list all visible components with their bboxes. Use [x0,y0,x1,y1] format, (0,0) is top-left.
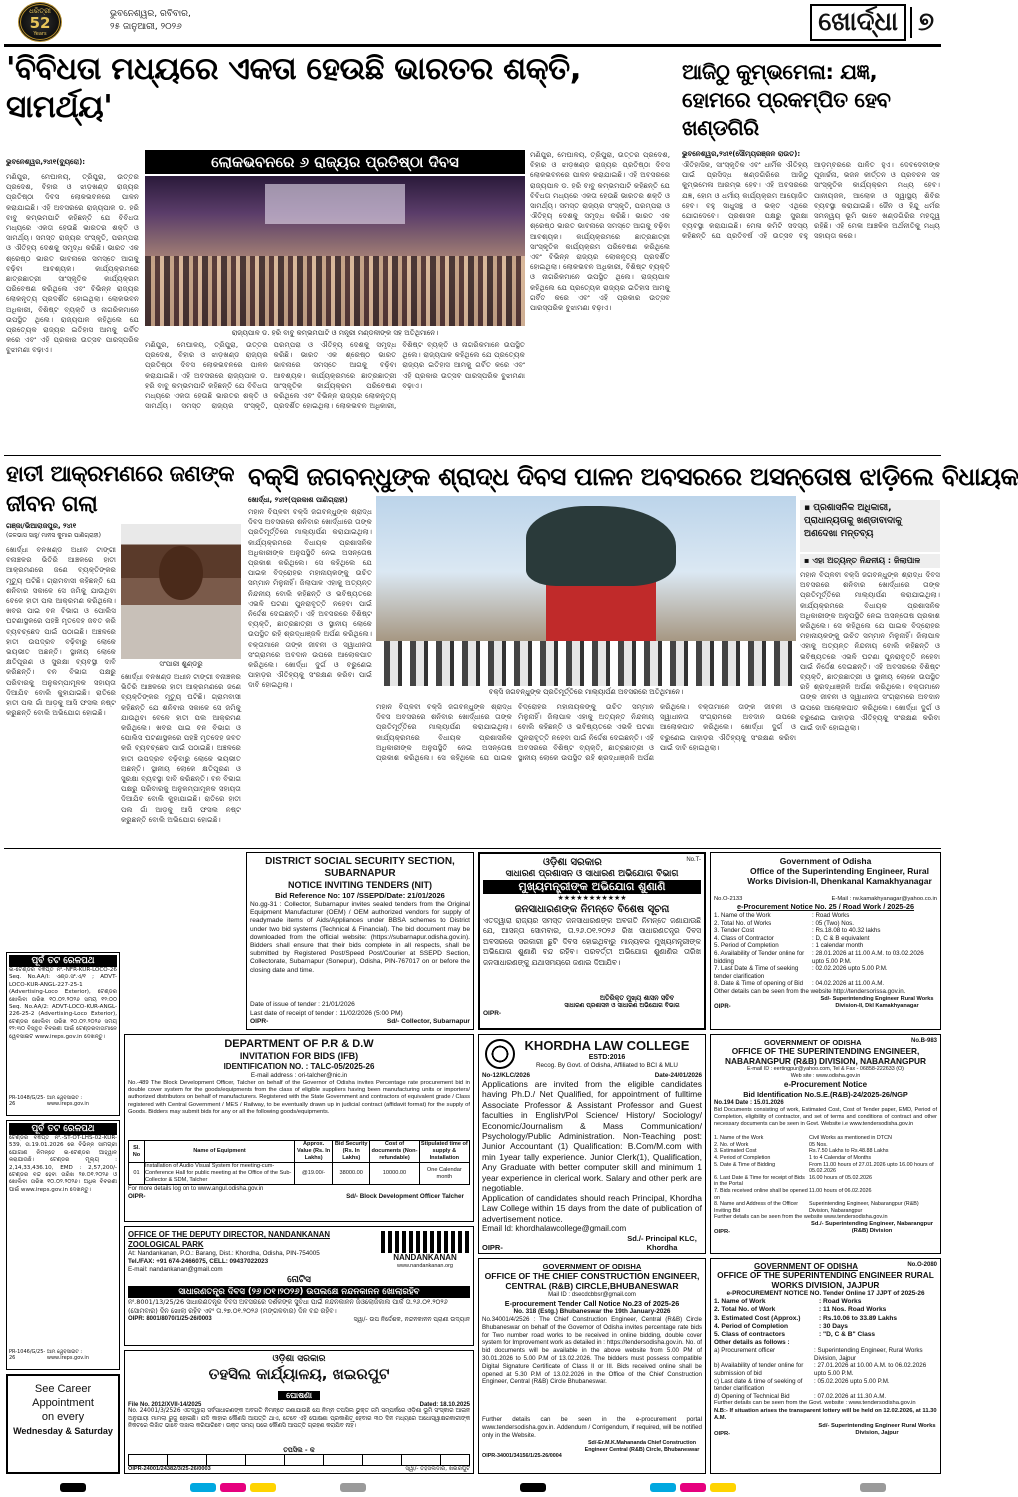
tahasil-schedule: ତପସିଲ - କ [283,1446,315,1454]
horse-statue [526,506,676,586]
logo-name: ଧରିତ୍ରୀ [29,7,51,15]
masthead-date: ୨୫ ଜାନୁଆରୀ, ୨୦୨୬ [110,22,182,32]
table-row [129,1163,470,1185]
prdw-td: 38000.00 [333,1163,370,1185]
item-value: 16.00 hours of 05.02.2026 [809,1174,872,1181]
career-box [6,1374,120,1474]
tahasil-oipr: OIPR-24001/24382/3/25-26/0003 [128,1466,211,1472]
bakshi-bullet-2-text: ଏହା ଅତ୍ୟନ୍ତ ନିନ୍ଦନୀୟ : ଜିଲାପାଳ [812,556,921,565]
item-label: 7. Bids received online shall be opened on [714,1187,808,1201]
railway2-title: ପୂର୍ବ ତଟ ରେଳପଥ [9,1123,117,1135]
item-label: 2. Total No. of Works [714,919,772,927]
grievance-stars: ★★★★★★★★★★★ [557,894,627,902]
jaj-no: No.O-2080 [907,1262,937,1268]
ad-bbsr [478,1258,706,1474]
elephant-headline: ହାତୀ ଆକ୍ରମଣରେ ଜଣଙ୍କ ଜୀବନ ଗଲା [6,462,234,517]
dsss-sign: Sd/- Collector, Subarnapur [386,1018,470,1025]
career-line3: on every [41,1411,85,1423]
item-label: 1. Name of Work [714,1298,766,1306]
jaj-oipr: OIPR- [714,1430,731,1437]
item-label: 4. Class of Contractor [714,934,774,942]
nab-footer: Further details can be seen from the website www.tendersodisha.gov.in [714,1214,888,1221]
jaj-footer: Further details can be seen from the Govt. website : www.tendersodisha.gov.in [714,1400,916,1407]
college-no: No-12/KLC/2026 [482,1072,530,1079]
tahasil-notice: ଘୋଷଣା [278,1391,320,1400]
item-value: : Road Works [812,912,850,919]
dsss-title: DISTRICT SOCIAL SECURITY SECTION, SUBARNAPUR [265,856,455,879]
ad-zoo [124,1226,474,1346]
portrait-head [159,546,203,600]
elephant-body-col2: ଖୋର୍ଦ୍ଧା ବନଖଣ୍ଡ ଅଧୀନ ଟାଙ୍ଗୀ ବନାଞ୍ଚଳର ଭିତିରି ଆଞ୍ଚଳରେ ହାତୀ ଆକ୍ରମଣରେ ଜଣେ ବ୍ୟକ୍ତିଙ୍କର ମୃତ୍ୟୁ ଘଟିଛି। ଗ୍ରାମବାସୀ କହିଛନ୍ତି ଯେ ଶନିବାର ସକାଳେ ସେ ଜମିକୁ ଯାଉଥିବା ବେଳେ ହାତୀ ପଲ ଆକ୍ରମଣ କରିଥିଲେ। ଖବର ପାଇ ବନ ବିଭାଗ ଓ ପୋଲିସ ଘଟଣାସ୍ଥଳରେ ପହଞ୍ଚି ମୃତଦେହ ଜବତ କରି ବ୍ୟବଚ୍ଛେଦ ପାଇଁ ପଠାଇଛି। ଅଞ୍ଚଳରେ ହାତୀ ଉପଦ୍ରବ ବଢ଼ିବାରୁ ଲୋକେ ଭୟଭୀତ ଅଛନ୍ତି। ସ୍ଥାନୀୟ ଲୋକେ କ୍ଷତିପୂରଣ ଓ ସୁରକ୍ଷା ବ୍ୟବସ୍ଥା ଦାବି କରିଛନ୍ତି। ବନ ବିଭାଗ ପକ୍ଷରୁ ପରିବାରକୁ ଅନୁକମ୍ପାମୂଳକ ସହାୟତା ଦିଆଯିବ ବୋଲି କୁହାଯାଇଛି। ରାତିରେ ହାତୀ ପଲ ଗାଁ ଆଡ଼କୁ ଆସି ଫସଲ ନଷ୍ଟ କରୁଛନ୍ତି ବୋଲି ଅଭିଯୋଗ ହୋଇଛି। [121,672,241,824]
ad-tahasil [124,1350,474,1474]
railway2-no: PR-1046/G/25-26 [9,1349,46,1361]
item-value: 05 Nos. [809,1141,828,1148]
college-email: Email Id: khordhalawcollege@gmail.com [482,1224,627,1233]
prdw-subtitle: INVITATION FOR BIDS (IFB) [239,1051,359,1061]
item-value: : 07.02.2026 at 11.30 A.M. [814,1392,887,1400]
prdw-website: For more details log on to www.angul.odisha.gov.in [128,1186,264,1192]
swatch-cyan-2 [650,1483,676,1492]
list-item [714,1378,937,1393]
list-item [714,912,937,920]
kumbha-headline: ଆଜିଠୁ କୁମ୍ଭମେଳା: ଯଜ୍ଞ, ହୋମରେ ପ୍ରକମ୍ପିତ ହେବ ଖଣ୍ଡଗିରି [682,60,891,140]
prdw-title: DEPARTMENT OF P.R & D.W [224,1038,374,1050]
item-label: 2. Total No. of Work [714,1306,776,1314]
prdw-table-header [129,1141,470,1163]
list-item [714,935,937,943]
item-value: Rs.7.50 Lakhs to Rs.48.88 Lakhs [809,1148,889,1155]
college-oipr: OIPR- [482,1243,503,1252]
item-label: 3. Tender Cost [714,927,755,935]
nab-oipr: OIPR- [714,1229,731,1236]
railway1-no: PR-1048/G/25-26 [9,1095,46,1107]
item-label: 5. Period of Completion [714,942,779,950]
jaj-govt: GOVERNMENT OF ODISHA [754,1262,859,1271]
ad-railway-2 [6,1120,120,1370]
ad-jajpur [710,1258,941,1474]
college-title: KHORDHA LAW COLLEGE [524,1038,690,1053]
grievance-title: ମୁଖ୍ୟମନ୍ତ୍ରୀଙ୍କ ଅଭିଯୋଗ ଶୁଣାଣି [483,880,701,894]
bakshi-bullet-2 [800,554,940,568]
swatch-yellow-2 [710,1483,736,1492]
item-value: : "D, C & B" Class [819,1331,876,1338]
list-item [714,1135,937,1142]
bbsr-body: No.34001/4/2526 : The Chief Construction Engineer, Central (R&B) Circle Bhubaneswar on behalf of the Governor of Odisha invites percentage rate bids for Two number road works to be received in online bidding, double cover system for Improvement work as detailed in : https://tendersodisha.gov.in. No. of bid documents will be available in the above website from 5.00 PM of 30.01.2026 to 5.00 P.M of 13.02.2026. The bidders must possess compatible Digital Signature Certificate of Class II or III. Bids received online shall be opened at 5.30 P.M of 13.02.2026 in the Office of the Chief Construction Engineer, Central (R&B) Circle Bhubaneswar. [482,1316,702,1386]
jaj-title: OFFICE OF THE SUPERINTENDING ENGINEER RURAL WORKS DIVISION, JAJPUR [717,1270,934,1290]
career-line2: Appointment [32,1397,94,1409]
item-value: : 05 (Two) Nos. [812,919,854,927]
bakshi-body-col3: ମହାନ ବିପ୍ଳବୀ ବକ୍ସି ଜଗବନ୍ଧୁଙ୍କ ଶ୍ରାଦ୍ଧ ଦିବସ ଅବସରରେ ଶନିବାର ଖୋର୍ଦ୍ଧାରେ ତାଙ୍କ ପ୍ରତିମୂର୍ତ୍ତିରେ ମାଲ୍ୟାର୍ପଣ କରାଯାଇଥିଲା। କାର୍ଯ୍ୟକ୍ରମରେ ବିଧାୟକ ପ୍ରଶାସନିକ ଅଧିକାରୀଙ୍କ ଅନୁପସ୍ଥିତି ନେଇ ଅସନ୍ତୋଷ ପ୍ରକାଶ କରିଥିଲେ। ସେ କହିଥିଲେ ଯେ ପାଇକ ବିଦ୍ରୋହର ମହାନାୟକଙ୍କୁ ଉଚିତ ସମ୍ମାନ ମିଳୁନାହିଁ। ଜିଲାପାଳ ଏହାକୁ ଅତ୍ୟନ୍ତ ନିନ୍ଦନୀୟ ବୋଲି କହିଛନ୍ତି ଓ ଭବିଷ୍ୟତରେ ଏଭଳି ଘଟଣା ପୁନରାବୃତ୍ତି ନହେବା ପାଇଁ ନିର୍ଦ୍ଦେଶ ଦେଇଛନ୍ତି। ଏହି ଅବସରରେ ବିଶିଷ୍ଟ ବ୍ୟକ୍ତି, ଛାତ୍ରଛାତ୍ରୀ ଓ ସ୍ଥାନୀୟ ଲୋକେ ଉପସ୍ଥିତ ରହି ଶ୍ରଦ୍ଧାଞ୍ଜଳି ଅର୍ପଣ କରିଥିଲେ। ବକ୍ତାମାନେ ତାଙ୍କ ଜୀବନୀ ଓ ସ୍ୱାଧୀନତା ସଂଗ୍ରାମରେ ଅବଦାନ ଉପରେ ଆଲୋକପାତ କରିଥିଲେ। ଖୋର୍ଦ୍ଧା ଦୁର୍ଗ ଓ ବରୁଣେଇ ପାହାଡ଼ର ଐତିହ୍ୟକୁ ସଂରକ୍ଷଣ କରିବା ପାଇଁ ଦାବି ହୋଇଥିଲା। [800,570,940,733]
college-sign: Sd./- Principal KLC, Khordha [627,1234,697,1252]
item-value: : Rs.10.06 to 33.89 Lakhs [819,1314,898,1322]
list-item [714,980,937,988]
masthead-rule [4,44,941,47]
jaj-notice: e-PROCUREMENT NOTICE NO. Tender Online 17 JJPT of 2025-26 [726,1290,925,1298]
swatch-black-2 [520,1483,546,1492]
zoo-logo [381,1231,469,1271]
lead-body-col1: ମଣିପୁର, ମେଘାଳୟ, ତ୍ରିପୁରା, ଉତ୍ତର ପ୍ରଦେଶ, ବିହାର ଓ ଝାଡ଼ଖଣ୍ଡ ରାଜ୍ୟର ପ୍ରତିଷ୍ଠା ଦିବସ ଲୋକଭବନରେ ପାଳନ କରାଯାଇଛି। ଏହି ଅବସରରେ ରାଜ୍ୟପାଳ ଡ. ହରି ବାବୁ କମ୍ଭମପାଟି କହିଛନ୍ତି ଯେ ବିବିଧତା ମଧ୍ୟରେ ଏକତା ହେଉଛି ଭାରତର ଶକ୍ତି ଓ ସାମର୍ଥ୍ୟ। ସମସ୍ତ ରାଜ୍ୟର ସଂସ୍କୃତି, ପରମ୍ପରା ଓ ଐତିହ୍ୟ ଦେଶକୁ ସମୃଦ୍ଧ କରିଛି। ଭାରତ ଏକ ଶ୍ରେଷ୍ଠ ଭାରତ ଭାବନାରେ ସମସ୍ତେ ଆଗକୁ ବଢ଼ିବା ଆବଶ୍ୟକ। କାର୍ଯ୍ୟକ୍ରମରେ ଛାତ୍ରଛାତ୍ରୀ ସାଂସ୍କୃତିକ କାର୍ଯ୍ୟକ୍ରମ ପରିବେଷଣ କରିଥିଲେ ଏବଂ ବିଭିନ୍ନ ରାଜ୍ୟର ଲୋକନୃତ୍ୟ ପ୍ରଦର୍ଶିତ ହୋଇଥିଲା। ଲୋକଭବନ ଅଧିକାରୀ, ବିଶିଷ୍ଟ ବ୍ୟକ୍ତି ଓ ନାଗରିକମାନେ ଉପସ୍ଥିତ ଥିଲେ। ରାଜ୍ୟପାଳ କହିଥିଲେ ଯେ ପ୍ରତ୍ୟେକ ରାଜ୍ୟର ଇତିହାସ ଆମକୁ ଗର୍ବିତ କରେ ଏବଂ ଏହି ପ୍ରକାର ଉତ୍ସବ ପାରସ୍ପରିକ ବୁଝାମଣା ବଢ଼ାଏ। [6,172,139,355]
career-line1: See Career [34,1383,92,1395]
rwd-email: E-Mail : rw.kamakhyanagar@yahoo.co.in [831,896,937,902]
nab-date: No.194 Date : 15.01.2026 [714,1100,784,1107]
railway1-web: ଆମ ୱେବସାଇଟ : www.ireps.gov.in [46,1095,89,1107]
tahasil-table-shape [128,1454,470,1466]
dsss-oipr: OIPR- [250,1018,269,1025]
prdw-th: Stipulated time of supply & Installation [420,1141,468,1161]
item-value: 1 to 4 Calendar of Months [809,1154,872,1161]
swatch-grey-2 [860,1483,886,1492]
dsss-body: No.gg-31 : Collector, Subarnapur invites sealed tenders from the Original Equipment Manufacturer (OEM) / OEM authorized vendors for supply of readymade items of Aids/Appliances under BBSA schemes to District under two bid systems (Technical & Financial). The bid document may be downloaded from the official website: (https://subarnapur.odisha.gov.in). Bidders shall ensure that their bids complete in all respects, shall be submitted by Registered Post/Speed Post/Courier at SSEPD Section, Collectorate, Subarnapur (Sonepur), Odisha, PIN-767017 on or before the closing date and time. [250,901,470,974]
item-label: 6. Availability of Tender online for bidding [714,949,805,965]
item-value: : 02.02.2026 upto 5.00 P.M. [812,965,888,973]
rwd-oipr: OIPR- [714,1003,731,1010]
lead-body-col3: ମଣିପୁର, ମେଘାଳୟ, ତ୍ରିପୁରା, ଉତ୍ତର ପ୍ରଦେଶ, ବିହାର ଓ ଝାଡ଼ଖଣ୍ଡ ରାଜ୍ୟର ପ୍ରତିଷ୍ଠା ଦିବସ ଲୋକଭବନରେ ପାଳନ କରାଯାଇଛି। ଏହି ଅବସରରେ ରାଜ୍ୟପାଳ ଡ. ହରି ବାବୁ କମ୍ଭମପାଟି କହିଛନ୍ତି ଯେ ବିବିଧତା ମଧ୍ୟରେ ଏକତା ହେଉଛି ଭାରତର ଶକ୍ତି ଓ ସାମର୍ଥ୍ୟ। ସମସ୍ତ ରାଜ୍ୟର ସଂସ୍କୃତି, ପରମ୍ପରା ଓ ଐତିହ୍ୟ ଦେଶକୁ ସମୃଦ୍ଧ କରିଛି। ଭାରତ ଏକ ଶ୍ରେଷ୍ଠ ଭାରତ ଭାବନାରେ ସମସ୍ତେ ଆଗକୁ ବଢ଼ିବା ଆବଶ୍ୟକ। କାର୍ଯ୍ୟକ୍ରମରେ ଛାତ୍ରଛାତ୍ରୀ ସାଂସ୍କୃତିକ କାର୍ଯ୍ୟକ୍ରମ ପରିବେଷଣ କରିଥିଲେ ଏବଂ ବିଭିନ୍ନ ରାଜ୍ୟର ଲୋକନୃତ୍ୟ ପ୍ରଦର୍ଶିତ ହୋଇଥିଲା। ଲୋକଭବନ ଅଧିକାରୀ, ବିଶିଷ୍ଟ ବ୍ୟକ୍ତି ଓ ନାଗରିକମାନେ ଉପସ୍ଥିତ ଥିଲେ। ରାଜ୍ୟପାଳ କହିଥିଲେ ଯେ ପ୍ରତ୍ୟେକ ରାଜ୍ୟର ଇତିହାସ ଆମକୁ ଗର୍ବିତ କରେ ଏବଂ ଏହି ପ୍ରକାର ଉତ୍ସବ ପାରସ୍ପରିକ ବୁଝାମଣା ବଢ଼ାଏ। [530,150,670,313]
elephant-photo-caption: ସଂପାରୀ ଶୁଣ୍ଡରୁ [159,660,203,668]
row-rule-2 [4,848,941,849]
masthead-logo [8,2,72,42]
prdw-oipr: OIPR- [128,1193,146,1200]
grievance-sign1: ଅତିରିକ୍ତ ମୁଖ୍ୟ ଶାସନ ସଚିବ [599,994,675,1002]
kumbha-body: ଐତିହାସିକ, ସାଂସ୍କୃତିକ ଏବଂ ଧାର୍ମିକ ଐତିହ୍ୟ ପାଇଁ ପ୍ରସିଦ୍ଧ ଖଣ୍ଡଗିରିରେ ଆଜିଠୁ କୁମ୍ଭମେଳା ଆରମ୍ଭ ହେବ। ଏହି ଅବସରରେ ଯଜ୍ଞ, ହୋମ ଓ ଧର୍ମୀୟ କାର୍ଯ୍ୟକ୍ରମ ଆୟୋଜିତ ହେବ। ବହୁ ସାଧୁସନ୍ଥ ଓ ଭକ୍ତ ଏଥିରେ ଯୋଗଦେବେ। ପ୍ରଶାସନ ପକ୍ଷରୁ ସୁରକ୍ଷା ବ୍ୟବସ୍ଥା କରାଯାଇଛି। ମେଳା କମିଟି ସଦସ୍ୟ କହିଛନ୍ତି ଯେ ପ୍ରତିବର୍ଷ ଏହି ଉତ୍ସବ ବହୁ ଆଡ଼ମ୍ବରରେ ପାଳିତ ହୁଏ। ଦେବଦେବୀଙ୍କ ପୂଜାର୍ଚ୍ଚନା, ଭଜନ କୀର୍ତ୍ତନ ଓ ପ୍ରବଚନ ସହ ସାଂସ୍କୃତିକ କାର୍ଯ୍ୟକ୍ରମ ମଧ୍ୟ ହେବ। ପାନୀୟଜଳ, ଆଲୋକ ଓ ସ୍ୱାସ୍ଥ୍ୟ ଶିବିର ବ୍ୟବସ୍ଥା କରାଯାଇଛି। ଜୈନ ଓ ହିନ୍ଦୁ ଧର୍ମର ସମନ୍ୱୟ ଭୂମି ଭାବେ ଖଣ୍ଡଗିରିର ମହତ୍ତ୍ୱ ରହିଛି। ଏହି ମେଳା ଆଞ୍ଚଳିକ ଅର୍ଥନୀତିକୁ ମଧ୍ୟ ସହାୟତା କରେ। [682,160,940,241]
list-item [714,1331,937,1339]
item-value: 11.00 hours of 06.02.2026 [809,1187,872,1194]
grievance-body: ଏତଦ୍ୱାରା ରାଜ୍ୟର ସମସ୍ତ ଜନସାଧାରଣଙ୍କ ଅବଗତି ନିମନ୍ତେ ଜଣାଯାଉଛି ଯେ, ଆସନ୍ତା ସୋମବାର, ତା.୨୬.୦୧.୨୦୨୬ ରିଖ ସାଧାରଣତନ୍ତ୍ର ଦିବସ ଅବସରରେ ସରକାରୀ ଛୁଟି ଦିବସ ହୋଇଥିବାରୁ ମାନ୍ୟବର ମୁଖ୍ୟମନ୍ତ୍ରୀଙ୍କ ଅଭିଯୋଗ ଶୁଣାଣି ବନ୍ଦ ରହିବ। ପରବର୍ତ୍ତୀ ଅଭିଯୋଗ ଶୁଣାଣିର ତାରିଖ ଜନସାଧାରଣଙ୍କୁ ଯଥାସମୟରେ ଜଣାଇ ଦିଆଯିବ। [483,916,701,967]
section-name: ଖୋର୍ଦ୍ଧା [810,4,906,41]
bakshi-photo-caption: ବକ୍ସି ଜଗବନ୍ଧୁଙ୍କ ପ୍ରତିମୂର୍ତ୍ତିରେ ମାଲ୍ୟାର୍ପଣ ଅବସରରେ ଅତିଥିମାନେ। [488,688,684,696]
nab-sign: Sd./- Superintending Engineer, Nabarangpur (R&B) Division [810,1221,934,1235]
item-value: From 11.00 hours of 27.01.2026 upto 16.00 hours of 05.02.2026 [809,1161,934,1175]
item-label: 3. Estimated Cost [714,1148,757,1155]
list-item [714,1323,937,1331]
list-item [714,1142,937,1149]
bullet-icon: ▪ [804,503,814,513]
item-label: 8. Name and Address of the Officer Inviting Bid [714,1201,799,1214]
swatch-black [60,1483,86,1492]
tiger-icon [381,1231,469,1253]
elephant-body-col1: ଖୋର୍ଦ୍ଧା ବନଖଣ୍ଡ ଅଧୀନ ଟାଙ୍ଗୀ ବନାଞ୍ଚଳର ଭିତିରି ଆଞ୍ଚଳରେ ହାତୀ ଆକ୍ରମଣରେ ଜଣେ ବ୍ୟକ୍ତିଙ୍କର ମୃତ୍ୟୁ ଘଟିଛି। ଗ୍ରାମବାସୀ କହିଛନ୍ତି ଯେ ଶନିବାର ସକାଳେ ସେ ଜମିକୁ ଯାଉଥିବା ବେଳେ ହାତୀ ପଲ ଆକ୍ରମଣ କରିଥିଲେ। ଖବର ପାଇ ବନ ବିଭାଗ ଓ ପୋଲିସ ଘଟଣାସ୍ଥଳରେ ପହଞ୍ଚି ମୃତଦେହ ଜବତ କରି ବ୍ୟବଚ୍ଛେଦ ପାଇଁ ପଠାଇଛି। ଅଞ୍ଚଳରେ ହାତୀ ଉପଦ୍ରବ ବଢ଼ିବାରୁ ଲୋକେ ଭୟଭୀତ ଅଛନ୍ତି। ସ୍ଥାନୀୟ ଲୋକେ କ୍ଷତିପୂରଣ ଓ ସୁରକ୍ଷା ବ୍ୟବସ୍ଥା ଦାବି କରିଛନ୍ତି। ବନ ବିଭାଗ ପକ୍ଷରୁ ପରିବାରକୁ ଅନୁକମ୍ପାମୂଳକ ସହାୟତା ଦିଆଯିବ ବୋଲି କୁହାଯାଇଛି। ରାତିରେ ହାତୀ ପଲ ଗାଁ ଆଡ଼କୁ ଆସି ଫସଲ ନଷ୍ଟ କରୁଛନ୍ତି ବୋଲି ଅଭିଯୋଗ ହୋଇଛି। [6,545,116,718]
zoo-title: OFFICE OF THE DEPUTY DIRECTOR, NANDANKANAN ZOOLOGICAL PARK [128,1230,331,1249]
prdw-th: Bid Security (Rs. In Lakhs) [333,1141,370,1163]
prdw-th: Name of Equipment [145,1141,295,1163]
item-value: : D, C & B equivalent [812,934,870,942]
tahasil-govt: ଓଡ଼ିଶା ସରକାର [272,1354,326,1364]
elephant-byline: (ଜଳଭାସ ସାହୁ/ ମାନସ କୁମାର ପାଣିଗ୍ରାହୀ) [6,532,101,539]
jaj-other: Other details as follows : [714,1339,790,1347]
logo-years: 52 [29,14,51,32]
grievance-govt: ଓଡ଼ିଶା ସରକାର [543,857,602,868]
list-item [714,1162,937,1175]
kumbha-dateline: ଭୁବନେଶ୍ୱର,୨୪ା୧(ସୌମ୍ୟରଞ୍ଜନ ରାଉତ): [682,150,801,158]
ad-railway-1 [6,952,120,1116]
jaj-items2 [714,1347,937,1400]
rwd-office: Office of the Superintending Engineer, Rural Works Division-II, Dhenkanal Kamakhyanagar [747,866,932,886]
list-item [714,927,937,935]
ad-prdw [124,1034,474,1222]
elephant-dateline: ଗଞ୍ଜା/ଭିଆରାଜପୁର, ୨୪ା୧ [6,522,77,530]
lead-photo-caption: ରାଜ୍ୟପାଳ ଡ. ହରି ବାବୁ କମ୍ଭମପାଟି ଓ ମନ୍ତ୍ରୀ ମଣ୍ଡଳୀଙ୍କ ସହ ଅତିଥିମାନେ। [231,329,439,337]
nab-govt: GOVERNMENT OF ODISHA [764,1038,862,1047]
item-value: : 05.02.2026 upto 5.00 P.M. [814,1377,890,1385]
bakshi-headline: ବକ୍ସି ଜଗବନ୍ଧୁଙ୍କ ଶ୍ରାଦ୍ଧ ଦିବସ ପାଳନ ଅବସରରେ ଅସନ୍ତୋଷ ଝାଡ଼ିଲେ ବିଧାୟକ [248,462,1018,491]
swatch-magenta-2 [680,1483,706,1492]
list-item [714,1148,937,1155]
grievance-dept: ସାଧାରଣ ପ୍ରଶାସନ ଓ ସାଧାରଣ ଅଭିଯୋଗ ବିଭାଗ [505,869,679,879]
logo-sub: Years [33,31,47,37]
nab-notice: e-Procurement Notice [783,1080,868,1090]
item-value: : 28.01.2026 at 11.00 A.M. to 03.02.2026 upto 5.00 P.M. [812,949,924,965]
list-item [714,1315,937,1323]
item-value: : 11 Nos. Road Works [819,1306,887,1314]
item-label: 3. Estimated Cost (Approx.) [714,1314,801,1322]
bakshi-bullet-1-text: ପ୍ରଶାସନିକ ଅଧିକାରୀ, ପ୍ରାଧାନ୍ୟତାକୁ ଖଣ୍ଡାବାଦାକୁ ଅଣଦେଖା ମନ୍ତବ୍ୟ [804,503,902,539]
ad-nabarangpur [710,1034,941,1254]
rwd-no: No.O-2133 [714,896,743,902]
item-value: : 27.01.2026 at 10.00 A.M. to 06.02.2026 upto 5.00 P.M. [814,1362,927,1377]
college-date: Date-24/01/2026 [654,1072,702,1079]
dsss-ref: Bid Reference No: 107 /SSEPD/Date: 21/01/2026 [275,891,445,900]
item-label: 1. Name of the Work [714,912,771,919]
zoo-headline: ସାଧାରଣତନ୍ତ୍ର ଦିବସ (୨୬।୦୧।୨୦୨୬) ଉପଲକ୍ଷେ ନନ୍ଦନକାନନ ଖୋଲାରହିବ [128,1286,470,1298]
bbsr-body2: Further details can be seen in the e-procurement portal www.tendersodisha.gov.in. Addendum / Corrigendum, if required, will be notified only in the Website. [482,1416,702,1439]
jaj-sign: Sd/- Superintending Engineer Rural Works Division, Jajpur [818,1422,936,1436]
dsss-issue: Date of issue of tender : 21/01/2026 [250,1001,355,1008]
rwd-sign: Sd/- Superintending Engineer Rural Works Division-II, Dkl Kamakhyanagar [820,995,934,1009]
zoo-oipr: OIPR: 8001/8070/1/25-26/0003 [128,1316,212,1322]
swatch-magenta [220,1483,246,1492]
list-item [714,1155,937,1162]
zoo-tel: Tel./FAX: +91 674-2466075, CELL: 09437022023 [128,1258,269,1265]
masthead-dateline [110,8,280,38]
list-item [714,1362,937,1377]
zoo-body: ନଂ.8001/13/25/26 ସାଧାରଣତନ୍ତ୍ର ଦିବସ ଅବସରରେ ଦର୍ଶକଙ୍କ ସୁବିଧା ପାଇଁ ନନ୍ଦନକାନନ ଜିଓଲୋଜିକାଲ ପାର୍କ ତା.୨୬.୦୧.୨୦୨୬ (ସୋମବାର) ଦିନ ଖୋଲା ରହିବ ଏବଂ ତା.୨୭.୦୧.୨୦୨୬ (ମଙ୍ଗଳବାର) ଦିନ ବନ୍ଦ ରହିବ। [128,1298,448,1315]
item-label: a) Procurement officer [714,1347,776,1355]
list-item [714,965,937,980]
item-label: 8. Date & Time of opening of Bid [714,980,804,988]
bbsr-noline: No. 318 (Estg.) Bhubaneswar the 19th January-2026 [513,1308,671,1315]
item-label: 5. Class of contractors [714,1331,786,1338]
grievance-notice: ଜନସାଧାରଣଙ୍କ ନିମନ୍ତେ ବିଶେଷ ସୂଚନା [514,904,670,915]
prdw-table [128,1140,470,1185]
college-body2: Application of candidates should reach Principal, Khordha Law College within 15 days from the date of publication of advertisement notice. [482,1193,702,1224]
grievance-oipr: OIPR- [483,1010,502,1017]
item-value: : Road Works [819,1298,862,1306]
jaj-items [714,1298,937,1339]
tahasil-body: No. 24001/3/2526 ଏତଦ୍ୱାରା ସର୍ବସାଧାରଣଙ୍କ ଅବଗତି ନିମନ୍ତେ ଜଣାଯାଉଛି ଯେ ନିମ୍ନ ତପସିଲ ଭୁକ୍ତ ଜମି ସମ୍ପର୍କରେ ଓଡ଼ିଶା ଭୂମି ସଂସ୍କାର ଆଇନ ଅନୁଯାୟୀ ମାମଲା ରୁଜୁ ହୋଇଛି। ଯଦି କାହାର କୌଣସି ଆପତ୍ତି ଥାଏ, ତେବେ ଏହି ଘୋଷଣା ପ୍ରକାଶିତ ହେବାର ୩୦ ଦିନ ମଧ୍ୟରେ ଅଧୋସ୍ୱାକ୍ଷରକାରୀଙ୍କ ନିକଟରେ ଲିଖିତ ଭାବେ ଦାଖଲ କରିପାରିବେ। ଉକ୍ତ ସମୟ ପରେ କୌଣସି ଆପତ୍ତି ଗ୍ରହଣ କରାଯିବ ନାହିଁ। [128,1408,470,1430]
item-value: : 04.02.2026 at 11.00 A.M. [812,980,885,988]
grievance-sign2: ସାଧାରଣ ପ୍ରଶାସନ ଓ ସାଧାରଣ ଅଭିଯୋଗ ବିଭାଗ [564,1002,680,1009]
list-item [714,1188,937,1201]
list-item [714,1201,937,1214]
prdw-td: 10000.00 [370,1163,419,1185]
prdw-th: Approx. Value (Rs. In Lakhs) [295,1141,333,1163]
item-label: 6. Last Date & Time for receipt of Bids in the Portal [714,1174,805,1188]
prdw-td: 01 [129,1163,145,1185]
swatch-cyan [190,1483,216,1492]
dsss-last: Last date of receipt of tender : 11/02/2026 (5:00 PM) [250,1009,403,1017]
bbsr-oipr: OIPR-34001/34156/1/25-26/0004 [482,1453,562,1460]
bakshi-photo [376,496,796,686]
people-group [376,641,796,686]
prdw-th: Cost of documents (Non-refundable) [371,1141,418,1161]
prdw-th: Sl. No [129,1141,145,1163]
zoo-web: www.nandankanan.org [397,1263,453,1269]
jaj-note: N.B:- If situation arises the transparent lottery will be held on 12.02.2026, at 11.30 A.M. [714,1407,937,1422]
lead-dateline: ଭୁବନେଶ୍ୱର,୨୪ା୧(ବ୍ୟୁରୋ): [6,158,86,166]
list-item [714,920,937,928]
rwd-notice: e-Procurement Notice No. 25 / Road Work / 2025-26 [736,902,915,911]
railway2-text: ଟେଣ୍ଡର ବିଜ୍ଞପ୍ତି ନଂ.-ST-OT-LHS-02-KUR-539, ତା.19.01.2026 ରେ ବିଭିନ୍ନ ସାମଗ୍ରୀ ଯୋଗାଣ ନିମନ୍ତେ ଇ-ଟେଣ୍ଡର ଆହ୍ୱାନ କରାଯାଉଛି। ଟେଣ୍ଡର ମୂଲ୍ୟ : 2,14,33,436.10, EMD : 2,57,200/- ଟେଣ୍ଡର ବନ୍ଦ ହେବା ତାରିଖ ୨୭.୦୧.୨୦୨୬ ଓ ଖୋଲିବା ତାରିଖ ୧୦.୦୨.୨୦୨୬। ଅଧିକ ବିବରଣୀ ପାଇଁ www.ireps.gov.in ଦେଖନ୍ତୁ। [9,1135,117,1193]
list-item [714,942,937,950]
item-label: 4. Period of Completion [714,1154,771,1161]
list-item [714,1298,937,1306]
item-label: 1. Name of the Work [714,1135,764,1142]
crowd-shape [145,256,525,326]
zoo-notice: ନୋଟିସ [287,1275,311,1285]
item-label: c) Last date & time of seeking of tender clarification [714,1377,803,1393]
zoo-addr: At: Nandankanan, P.O.: Barang, Dist.: Khordha, Odisha, PIN-754005 [128,1250,320,1257]
section-title [780,2,940,42]
railway2-web: ଆମ ୱେବସାଇଟ : www.ireps.gov.in [46,1349,89,1361]
college-emblem-icon [485,1039,515,1069]
bbsr-title: OFFICE OF THE CHIEF CONSTRUCTION ENGINEER, CENTRAL (R&B) CIRCLE,BHUBANESWAR [484,1271,700,1291]
statue-base [546,576,656,646]
tahasil-sign: ସ୍ୱା/- ତହସିଲଦାର, ଖଇରପୁଟ [405,1466,470,1472]
item-value: : 30 Days [819,1322,848,1330]
bakshi-body-col2: ମହାନ ବିପ୍ଳବୀ ବକ୍ସି ଜଗବନ୍ଧୁଙ୍କ ଶ୍ରାଦ୍ଧ ଦିବସ ଅବସରରେ ଶନିବାର ଖୋର୍ଦ୍ଧାରେ ତାଙ୍କ ପ୍ରତିମୂର୍ତ୍ତିରେ ମାଲ୍ୟାର୍ପଣ କରାଯାଇଥିଲା। କାର୍ଯ୍ୟକ୍ରମରେ ବିଧାୟକ ପ୍ରଶାସନିକ ଅଧିକାରୀଙ୍କ ଅନୁପସ୍ଥିତି ନେଇ ଅସନ୍ତୋଷ ପ୍ରକାଶ କରିଥିଲେ। ସେ କହିଥିଲେ ଯେ ପାଇକ ବିଦ୍ରୋହର ମହାନାୟକଙ୍କୁ ଉଚିତ ସମ୍ମାନ ମିଳୁନାହିଁ। ଜିଲାପାଳ ଏହାକୁ ଅତ୍ୟନ୍ତ ନିନ୍ଦନୀୟ ବୋଲି କହିଛନ୍ତି ଓ ଭବିଷ୍ୟତରେ ଏଭଳି ଘଟଣା ପୁନରାବୃତ୍ତି ନହେବା ପାଇଁ ନିର୍ଦ୍ଦେଶ ଦେଇଛନ୍ତି। ଏହି ଅବସରରେ ବିଶିଷ୍ଟ ବ୍ୟକ୍ତି, ଛାତ୍ରଛାତ୍ରୀ ଓ ସ୍ଥାନୀୟ ଲୋକେ ଉପସ୍ଥିତ ରହି ଶ୍ରଦ୍ଧାଞ୍ଜଳି ଅର୍ପଣ କରିଥିଲେ। ବକ୍ତାମାନେ ତାଙ୍କ ଜୀବନୀ ଓ ସ୍ୱାଧୀନତା ସଂଗ୍ରାମରେ ଅବଦାନ ଉପରେ ଆଲୋକପାତ କରିଥିଲେ। ଖୋର୍ଦ୍ଧା ଦୁର୍ଗ ଓ ବରୁଣେଇ ପାହାଡ଼ର ଐତିହ୍ୟକୁ ସଂରକ୍ଷଣ କରିବା ପାଇଁ ଦାବି ହୋଇଥିଲା। [376,702,796,763]
list-item [714,1306,937,1314]
nab-body: Bid Documents consisting of work, Estimated Cost, Cost of Tender paper, EMD, Period of Completion, eligibility of contractor, and set of terms and conditions of contract and other necessary documents can be seen in Govt. Website i.e www.tendersodisha.gov.in [714,1107,937,1128]
bbsr-govt: GOVERNMENT OF ODISHA [542,1262,642,1271]
railway1-title: ପୂର୍ବ ତଟ ରେଳପଥ [9,955,117,967]
zoo-mail: E-mail: nandankanan@gmail.com [128,1266,223,1273]
item-label: 7. Last Date & Time of seeking tender clarification [714,965,799,980]
rwd-govt: Government of Odisha [779,856,872,866]
dsss-subtitle: NOTICE INVITING TENDERS (NIT) [288,880,432,890]
list-item [714,1175,937,1188]
bbsr-notice: E-procurement Tender Call Notice No.23 of 2025-26 [504,1299,680,1308]
bullet-icon: ▪ [804,556,813,565]
item-value: : Rs.18.08 to 40.32 lakhs [812,927,881,935]
elephant-photo [121,524,241,659]
item-value: : Superintending Engineer, Rural Works Division, Jajpur [814,1347,923,1362]
prdw-td: Installation of Audio Visual System for meeting-cum-Conference Hall for public meeting at the Office of the Sub-Collector & SDM, Talcher [145,1163,295,1185]
nab-web: Web site : www.odisha.gov.in [790,1073,861,1080]
grievance-no: No.T- [686,857,701,863]
ad-college [478,1034,706,1254]
nab-title: OFFICE OF THE SUPERINTENDING ENGINEER, NABARANGPUR (R&B) DIVISION, NABARANGPUR [725,1046,926,1066]
list-item [714,1393,937,1401]
item-value: : 1 calendar month [812,942,864,950]
tahasil-dated: Dated: 18.10.2025 [419,1402,470,1408]
item-label: 4. Period of Completion [714,1322,788,1330]
rwd-items [714,912,937,988]
nab-bid: Bid Identification No.S.E.(R&B)-24/2025-26/NGP [743,1090,908,1100]
college-estd: ESTD:2016 [588,1054,626,1061]
prdw-email: E-mail address : ori-talcher@nic.in [250,1072,348,1079]
college-body: Applications are invited from the eligible candidates having Ph.D./ Net Qualified, for appointment of fulltime Associate Professor & Assistant Professor and Guest faculties in English/Pol Science/ History/ Sociology/ Economic/Journalism & Mass Communication/ Psychology/Public Administration. Non-Teaching post: Junior Accountant (1) Qualification: B.Com/M.com with min 1year tally experience. Junior Clerk(1), Qualification, Any Graduate with better computer skill and minimum 1 year experience in clerical work. Salary and other perk are negotiable. [482,1079,702,1194]
item-label: d) Opening of Technical Bid [714,1392,790,1400]
logo-badge [18,2,62,42]
lead-headline: 'ବିବିଧତା ମଧ୍ୟରେ ଏକତା ହେଉଛି ଭାରତର ଶକ୍ତି, ସାମର୍ଥ୍ୟ' [6,51,581,125]
item-value: Superintending Engineer, Nabarangpur (R&B) Division, Nabarangpur [809,1201,919,1214]
prdw-body: No.-489 The Block Development Officer, Talcher on behalf of the Governor of Odisha invites Percentage rate procurement bid in double cover system for the goods/equipments from the class of eligible suppliers having been manufacturing units or importers/ authorized distributors on behalf of manufacturers. Registered with the State Government and contractors of equivalent grade / Class registered with Central Government / MES / Railway, to be eventually drawn up in judicial contract (affidavit format) for the supply of Goods. Bidders may submit bids for any or all the following goods/equipments. [128,1080,470,1115]
bakshi-bullet-1 [800,500,940,552]
lead-photo [145,176,525,326]
rwd-footer: Other details can be seen from the website http://tendersorissa.gov.in. [714,987,906,995]
ad-rw-dhenkanal [710,852,941,1030]
item-label: 2. No. of Work [714,1141,749,1148]
nab-items [714,1135,937,1214]
item-label: 5. Date & Time of Bidding [714,1161,776,1168]
nab-no: No.B-983 [910,1038,937,1044]
list-item [714,1347,937,1362]
row-rule-1 [4,455,941,456]
college-recog: Recog. By Govt. of Odisha, Affiliated to BCI & MLU [536,1062,678,1069]
zoo-logo-text: NANDANKANAN [393,1253,457,1262]
ad-dsss [246,852,474,1030]
prdw-td: @19.00/- [295,1163,333,1185]
item-value: Civil Works as mentioned in DTCN [809,1135,892,1142]
railway1-text: ଇ-ଟେଣ୍ଡର ବିଜ୍ଞପ୍ତି ନଂ.-NFR-KUR-LOCO-26 Seq. No.AA/I: ଏଣ୍ଡ.ସଂ.ଏ/୧ ; ADVT-LOCO-KUR-ANGL-227-25-1 (Advertising-Loco Exterior), ଟେଣ୍ଡର ଖୋଲିବା ତାରିଖ ୧୦.୦୨.୨୦୨୬ ସମୟ ୧୨:୦୦ Seq. No.AA/2: ADVT-LOCO-KUR-ANGL-226-25-2 (Advertising-Loco Exterior), ଟେଣ୍ଡର ଖୋଲିବା ତାରିଖ ୧୦.୦୨.୨୦୨୬ ସମୟ ୧୨:୩୦ ବିସ୍ତୃତ ବିବରଣୀ ପାଇଁ ଟେଣ୍ଡରଦାତାମାନେ ୱେବସାଇଟ www.ireps.gov.in ଦେଖନ୍ତୁ। [9,967,117,1040]
ad-grievance [478,852,706,1030]
lead-body-col2: ମଣିପୁର, ମେଘାଳୟ, ତ୍ରିପୁରା, ଉତ୍ତର ପ୍ରଦେଶ, ବିହାର ଓ ଝାଡ଼ଖଣ୍ଡ ରାଜ୍ୟର ପ୍ରତିଷ୍ଠା ଦିବସ ଲୋକଭବନରେ ପାଳନ କରାଯାଇଛି। ଏହି ଅବସରରେ ରାଜ୍ୟପାଳ ଡ. ହରି ବାବୁ କମ୍ଭମପାଟି କହିଛନ୍ତି ଯେ ବିବିଧତା ମଧ୍ୟରେ ଏକତା ହେଉଛି ଭାରତର ଶକ୍ତି ଓ ସାମର୍ଥ୍ୟ। ସମସ୍ତ ରାଜ୍ୟର ସଂସ୍କୃତି, ପରମ୍ପରା ଓ ଐତିହ୍ୟ ଦେଶକୁ ସମୃଦ୍ଧ କରିଛି। ଭାରତ ଏକ ଶ୍ରେଷ୍ଠ ଭାରତ ଭାବନାରେ ସମସ୍ତେ ଆଗକୁ ବଢ଼ିବା ଆବଶ୍ୟକ। କାର୍ଯ୍ୟକ୍ରମରେ ଛାତ୍ରଛାତ୍ରୀ ସାଂସ୍କୃତିକ କାର୍ଯ୍ୟକ୍ରମ ପରିବେଷଣ କରିଥିଲେ ଏବଂ ବିଭିନ୍ନ ରାଜ୍ୟର ଲୋକନୃତ୍ୟ ପ୍ରଦର୍ଶିତ ହୋଇଥିଲା। ଲୋକଭବନ ଅଧିକାରୀ, ବିଶିଷ୍ଟ ବ୍ୟକ୍ତି ଓ ନାଗରିକମାନେ ଉପସ୍ଥିତ ଥିଲେ। ରାଜ୍ୟପାଳ କହିଥିଲେ ଯେ ପ୍ରତ୍ୟେକ ରାଜ୍ୟର ଇତିହାସ ଆମକୁ ଗର୍ବିତ କରେ ଏବଂ ଏହି ପ୍ରକାର ଉତ୍ସବ ପାରସ୍ପରିକ ବୁଝାମଣା ବଢ଼ାଏ। [145,340,525,411]
stage-screen [265,184,405,224]
bbsr-mail: Mail ID : dsecdcbbsr@gmail.com [548,1292,636,1298]
item-label: b) Availability of tender online for submission of bid [714,1362,804,1377]
prdw-sign: Sd/- Block Development Officer Talcher [346,1193,464,1200]
bakshi-dateline: ଖୋର୍ଦ୍ଧା, ୨୪ା୧(ପ୍ରକାଶ ପାଣିଗ୍ରାହୀ) [248,496,348,504]
bakshi-body-col1: ମହାନ ବିପ୍ଳବୀ ବକ୍ସି ଜଗବନ୍ଧୁଙ୍କ ଶ୍ରାଦ୍ଧ ଦିବସ ଅବସରରେ ଶନିବାର ଖୋର୍ଦ୍ଧାରେ ତାଙ୍କ ପ୍ରତିମୂର୍ତ୍ତିରେ ମାଲ୍ୟାର୍ପଣ କରାଯାଇଥିଲା। କାର୍ଯ୍ୟକ୍ରମରେ ବିଧାୟକ ପ୍ରଶାସନିକ ଅଧିକାରୀଙ୍କ ଅନୁପସ୍ଥିତି ନେଇ ଅସନ୍ତୋଷ ପ୍ରକାଶ କରିଥିଲେ। ସେ କହିଥିଲେ ଯେ ପାଇକ ବିଦ୍ରୋହର ମହାନାୟକଙ୍କୁ ଉଚିତ ସମ୍ମାନ ମିଳୁନାହିଁ। ଜିଲାପାଳ ଏହାକୁ ଅତ୍ୟନ୍ତ ନିନ୍ଦନୀୟ ବୋଲି କହିଛନ୍ତି ଓ ଭବିଷ୍ୟତରେ ଏଭଳି ଘଟଣା ପୁନରାବୃତ୍ତି ନହେବା ପାଇଁ ନିର୍ଦ୍ଦେଶ ଦେଇଛନ୍ତି। ଏହି ଅବସରରେ ବିଶିଷ୍ଟ ବ୍ୟକ୍ତି, ଛାତ୍ରଛାତ୍ରୀ ଓ ସ୍ଥାନୀୟ ଲୋକେ ଉପସ୍ଥିତ ରହି ଶ୍ରଦ୍ଧାଞ୍ଜଳି ଅର୍ପଣ କରିଥିଲେ। ବକ୍ତାମାନେ ତାଙ୍କ ଜୀବନୀ ଓ ସ୍ୱାଧୀନତା ସଂଗ୍ରାମରେ ଅବଦାନ ଉପରେ ଆଲୋକପାତ କରିଥିଲେ। ଖୋର୍ଦ୍ଧା ଦୁର୍ଗ ଓ ବରୁଣେଇ ପାହାଡ଼ର ଐତିହ୍ୟକୁ ସଂରକ୍ଷଣ କରିବା ପାଇଁ ଦାବି ହୋଇଥିଲା। [248,507,372,690]
nab-email: E-mail ID : eertingpur@yahoo.com, Tel & Fax - 06858-222633 (O) [747,1066,904,1073]
page-number: ୭ [910,7,940,38]
bbsr-sign: Sd/-Er.M.K.Mahananda Chief Construction Engineer Central (R&B) Circle, Bhubaneswar [584,1440,700,1453]
lead-kicker: ଲୋକଭବନରେ ୬ ରାଜ୍ୟର ପ୍ରତିଷ୍ଠା ଦିବସ [145,150,525,174]
masthead-city: ଭୁବନେଶ୍ୱର, ରବିବାର, [110,9,191,19]
swatch-grey-1 [340,1483,366,1492]
list-item [714,950,937,965]
zoo-sign: ସ୍ୱା/- ଉପ ନିର୍ଦ୍ଦେଶକ, ନନ୍ଦନକାନନ ପ୍ରାଣୀ ଉଦ୍ୟାନ [353,1316,470,1323]
tahasil-file: File No. 2012/XVII-14/2025 [128,1402,202,1408]
career-line4: Wednesday & Saturday [13,1426,113,1436]
prdw-ident: IDENTIFICATION NO. : TALC-05/2025-26 [223,1062,375,1071]
tahasil-title: ତହସିଲ କାର୍ଯ୍ୟାଳୟ, ଖଇରପୁଟ [208,1365,390,1383]
prdw-td: One Calendar month [419,1163,469,1185]
swatch-yellow [250,1483,276,1492]
